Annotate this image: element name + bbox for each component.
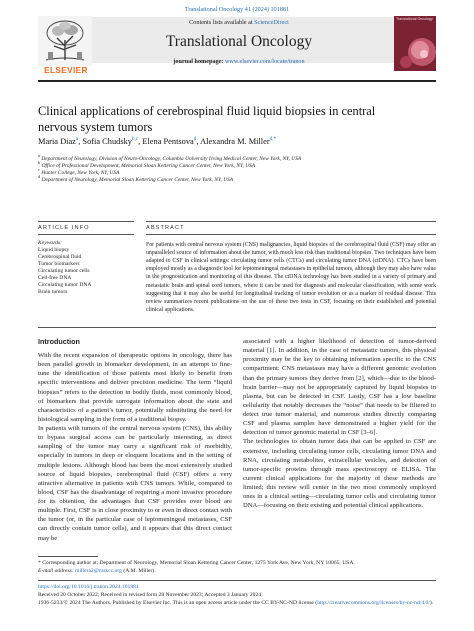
intro-left-column (38, 351, 232, 543)
keyword[interactable]: Tumor biomarkers (38, 260, 80, 267)
keyword[interactable]: Brain tumors (38, 288, 68, 295)
email-suffix: (A.M. Miller). (121, 568, 156, 574)
affiliation-marker: d (38, 174, 41, 179)
abstract-rule (146, 234, 436, 235)
keyword[interactable]: Cell-free DNA (38, 274, 72, 281)
license-suffix: ). (429, 600, 434, 606)
doi-rule (38, 580, 436, 581)
article-dates: Received 20 October 2022; Received in revised form 28 November 2023; Accepted 3 January 2024 (38, 592, 262, 598)
author-name[interactable]: Maria Diaz (38, 136, 76, 146)
abstract-text: For patients with central nervous system (CNS) malignancies, liquid biopsies of the cerebrospinal fluid (CSF) may offer an unparalleled source of information about the tumor, with much less risk than traditional biopsies. Two techniques have been adapted to CSF in clinical settings: circulating tumor cells (CTCs) and circulating tumor DNA (ctDNA). CTCs have been employed mostly as a diagnostic tool for leptomeningeal metastases in epithelial tumors, although they may also have value in the prognostication and monitoring of this disease. The ctDNA technology has been studied in a variety of primary and metastatic brain and spinal cord tumors, where it can be used for diagnosis and molecular classification, with some work suggesting that it may also be useful for longitudinal tracking of tumor evolution or as a marker of residual disease. This review summarizes recent publications on the use of these two tests in CSF, focusing on their established and potential clinical applications. (146, 242, 436, 313)
keywords-list (38, 247, 128, 296)
intro-paragraph: associated with a higher likelihood of detection of tumor-derived material [1]. In addition, in the case of metastatic tumors, this physical proximity may be the key to obtaining information specific to the CNS compartment: CNS metastases may have a different genomic evolution than the primary tumors they derive from [2], which—due to the blood-brain barrier—may not be appropriately captured by liquid biopsies in plasma, but can be detected in CSF. Lastly, CSF has a low baseline cellularity that notably decreases the “noise” that needs to be filtered to detect true tumor material, and numerous studies directly comparing CSF and plasma samples have demonstrated a higher yield for the detection of tumor genomic material in CSF [3–6]. (243, 338, 436, 437)
affiliation (38, 174, 436, 183)
introduction-heading: Introduction (38, 337, 80, 346)
affiliation-marker: c (38, 167, 40, 172)
contents-prefix: Contents lists available at (189, 19, 255, 26)
author-affiliation-marker[interactable]: d,* (269, 136, 277, 142)
author-list (38, 136, 418, 146)
license-note (38, 600, 436, 607)
abstract-heading: ABSTRACT (146, 225, 185, 231)
abstract-rule (146, 221, 436, 222)
license-link[interactable]: http://creativecommons.org/licenses/by-nc-nd/4.0/ (317, 600, 430, 606)
affiliation-text: Office of Professional Development, Memorial Sloan Kettering Cancer Center, New York, NY, USA (41, 162, 256, 169)
header-divider (38, 80, 436, 82)
sciencedirect-link[interactable]: ScienceDirect (254, 19, 289, 26)
author-name[interactable]: Alexandra M. Miller (200, 136, 270, 146)
article-info-heading: ARTICLE INFO (38, 225, 90, 231)
keyword[interactable]: Liquid biopsy (38, 247, 70, 253)
cover-title: Translational Oncology (396, 17, 433, 21)
article-info-rule (38, 221, 134, 222)
abstract-bottom-rule (38, 327, 436, 328)
elsevier-wordmark[interactable]: ELSEVIER (44, 66, 88, 75)
doi-link[interactable]: https://doi.org/10.1016/j.tranon.2024.101881 (38, 584, 139, 590)
intro-paragraph: With the recent expansion of therapeutic options in oncology, there has been parallel growth in biomarker development, in an attempt to fine-tune the identification of those patients most likely to benefit from specific interventions and deliver precision medicine. The term “liquid biopsies” refers to the detection in bodily fluids, most commonly blood, of biomarkers that provide surrogate information about the state and characteristics of a patient’s tumor, potentially substituting the need for histological sampling in the form of a traditional biopsy. (38, 352, 232, 423)
email-note (38, 568, 436, 575)
intro-paragraph: In patients with tumors of the central nervous system (CNS), this ability to bypass surgical access can be particularly interesting, as direct sampling of the tumor may carry a significant risk of morbidity, especially in tumors in deep or eloquent locations and in the setting of multiple lesions. Although blood has been the most extensively studied source of liquid biopsies, cerebrospinal fluid (CSF) offers a very attractive alternative in patients with CNS tumors. While, compared to blood, CSF has the disadvantage of requiring a more invasive procedure for its obtention, the advantages that CSF provides over blood are multiple. First, CSF is in close proximity to or even in direct contact with the tumor (or, in the particular case of leptomeningeal metastases, CSF can directly contain tumor cells), and it appears that this direct contact may be (38, 425, 232, 542)
author-name[interactable]: Elena Pentsova (142, 136, 194, 146)
journal-reference[interactable]: Translational Oncology 41 (2024) 101881 (184, 6, 290, 13)
affiliation-marker: a (38, 153, 40, 158)
contents-line (100, 19, 378, 26)
email-link[interactable]: millera2@mskcc.org (75, 568, 122, 574)
affiliation-text: Department of Neurology, Memorial Sloan Kettering Cancer Center, New York, NY, USA (41, 176, 234, 183)
keyword[interactable]: Cerebrospinal fluid (38, 253, 82, 260)
corresponding-author-note: * Corresponding author at: Department of Neurology, Memorial Sloan Kettering Cancer Center, 1275 York Ave, New York, NY 10065, USA. (38, 560, 355, 566)
author-affiliation-marker[interactable]: b,c (131, 136, 139, 142)
journal-homepage (100, 58, 378, 65)
author-separator: , (78, 136, 83, 146)
intro-right-column (243, 337, 436, 510)
keyword[interactable]: Circulating tumor DNA (38, 281, 92, 288)
homepage-link[interactable]: www.elsevier.com/locate/tranon (224, 58, 305, 65)
journal-cover-thumbnail[interactable] (394, 16, 436, 71)
article-title: Clinical applications of cerebrospinal fluid liquid biopsies in central nervous system tumors (38, 104, 376, 135)
elsevier-tree-logo (38, 16, 92, 66)
footnote-rule (38, 556, 98, 557)
author-affiliation-marker[interactable]: a (75, 136, 79, 142)
article-info-rule (38, 234, 134, 235)
author-name[interactable]: Sofia Chudsky (82, 136, 132, 146)
affiliation-marker: b (38, 160, 41, 165)
intro-paragraph: The technologies to obtain tumor data that can be applied to CSF are extensive, including circulating tumor cells, circulating tumor DNA and RNA, circulating metabolites, extracellular vesicles, and detection of tumor-specific proteins through mass spectroscopy or ELISA. The current clinical applications for the majority of these methods are limited; this review will center in the two most commonly employed ones in a clinical setting—circulating tumor cells and circulating tumor DNA—focusing on their existing and potential clinical applications. (243, 438, 436, 510)
keywords-label: Keywords: (38, 240, 63, 246)
license-prefix: 1936-5233/© 2024 The Authors. Published by Elsevier Inc. This is an open access article under the CC BY-NC-ND license ( (38, 600, 318, 606)
email-label: E-mail address: (38, 568, 76, 574)
homepage-prefix: journal homepage: (173, 58, 225, 65)
keyword[interactable]: Circulating tumor cells (38, 267, 90, 274)
author-separator: , (196, 136, 201, 146)
author-separator: , (138, 136, 143, 146)
journal-title: Translational Oncology (165, 33, 313, 50)
affiliation-text: Department of Neurology, Division of Neuro-Oncology, Columbia University Irving Medical Center, New York, NY, USA (41, 155, 302, 162)
affiliation-text: Hunter College, New York, NY, USA (41, 169, 120, 176)
author-affiliation-marker[interactable]: d (193, 136, 197, 142)
